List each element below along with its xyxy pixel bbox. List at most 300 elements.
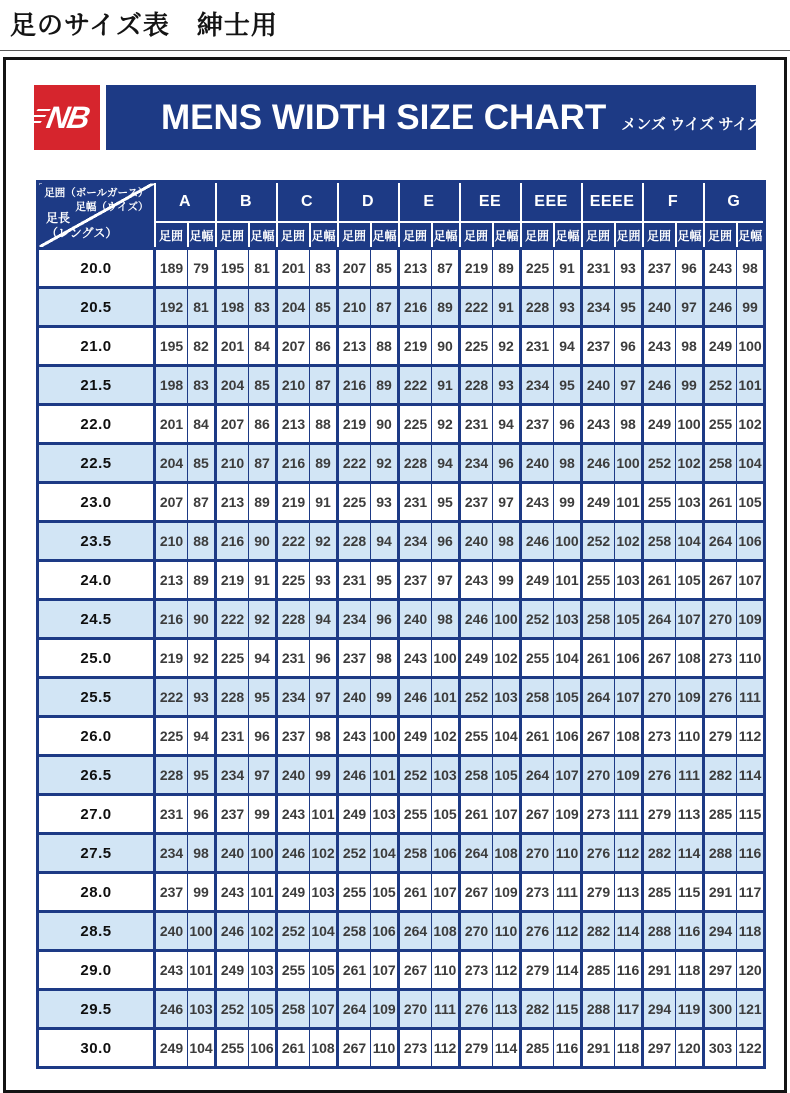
width-value: 92 xyxy=(310,522,338,561)
girth-value: 201 xyxy=(216,327,249,366)
width-value: 118 xyxy=(615,1029,643,1068)
girth-value: 246 xyxy=(582,444,615,483)
girth-value: 198 xyxy=(155,366,188,405)
width-value: 101 xyxy=(615,483,643,522)
width-value: 96 xyxy=(432,522,460,561)
width-value: 99 xyxy=(310,756,338,795)
girth-value: 258 xyxy=(704,444,737,483)
girth-value: 228 xyxy=(399,444,432,483)
girth-value: 240 xyxy=(582,366,615,405)
girth-value: 210 xyxy=(216,444,249,483)
girth-value: 252 xyxy=(643,444,676,483)
girth-value: 228 xyxy=(521,288,554,327)
width-value: 97 xyxy=(615,366,643,405)
subheader-width: 足幅 xyxy=(493,222,521,249)
width-value: 111 xyxy=(432,990,460,1029)
girth-value: 249 xyxy=(155,1029,188,1068)
width-value: 101 xyxy=(554,561,582,600)
girth-value: 249 xyxy=(643,405,676,444)
girth-value: 255 xyxy=(704,405,737,444)
girth-value: 225 xyxy=(277,561,310,600)
width-value: 110 xyxy=(493,912,521,951)
girth-value: 276 xyxy=(643,756,676,795)
width-value: 106 xyxy=(737,522,765,561)
girth-value: 249 xyxy=(704,327,737,366)
girth-value: 285 xyxy=(521,1029,554,1068)
width-value: 103 xyxy=(310,873,338,912)
girth-value: 237 xyxy=(155,873,188,912)
subheader-width: 足幅 xyxy=(554,222,582,249)
width-value: 103 xyxy=(554,600,582,639)
girth-value: 264 xyxy=(582,678,615,717)
width-col-header-F: F xyxy=(643,182,704,223)
girth-value: 261 xyxy=(704,483,737,522)
width-value: 106 xyxy=(615,639,643,678)
width-col-header-A: A xyxy=(155,182,216,223)
foot-length-cell: 21.5 xyxy=(38,366,155,405)
width-value: 101 xyxy=(188,951,216,990)
width-value: 111 xyxy=(615,795,643,834)
width-value: 116 xyxy=(554,1029,582,1068)
width-value: 113 xyxy=(676,795,704,834)
width-value: 104 xyxy=(310,912,338,951)
width-value: 102 xyxy=(432,717,460,756)
girth-value: 219 xyxy=(338,405,371,444)
width-value: 105 xyxy=(493,756,521,795)
girth-value: 225 xyxy=(521,249,554,288)
width-value: 101 xyxy=(310,795,338,834)
girth-value: 252 xyxy=(460,678,493,717)
width-value: 105 xyxy=(310,951,338,990)
foot-length-cell: 22.0 xyxy=(38,405,155,444)
width-value: 92 xyxy=(249,600,277,639)
width-value: 105 xyxy=(615,600,643,639)
girth-value: 249 xyxy=(399,717,432,756)
girth-value: 219 xyxy=(155,639,188,678)
width-value: 104 xyxy=(554,639,582,678)
width-value: 104 xyxy=(188,1029,216,1068)
width-value: 97 xyxy=(310,678,338,717)
girth-value: 267 xyxy=(399,951,432,990)
width-value: 92 xyxy=(371,444,399,483)
girth-value: 285 xyxy=(643,873,676,912)
width-col-header-EEEE: EEEE xyxy=(582,182,643,223)
width-value: 112 xyxy=(737,717,765,756)
girth-value: 249 xyxy=(582,483,615,522)
width-value: 108 xyxy=(676,639,704,678)
width-value: 100 xyxy=(737,327,765,366)
width-value: 114 xyxy=(615,912,643,951)
girth-value: 285 xyxy=(704,795,737,834)
girth-value: 255 xyxy=(216,1029,249,1068)
girth-value: 249 xyxy=(338,795,371,834)
girth-value: 210 xyxy=(155,522,188,561)
subheader-girth: 足囲 xyxy=(582,222,615,249)
width-value: 94 xyxy=(493,405,521,444)
width-value: 99 xyxy=(554,483,582,522)
girth-value: 258 xyxy=(521,678,554,717)
girth-value: 243 xyxy=(643,327,676,366)
girth-value: 192 xyxy=(155,288,188,327)
width-value: 81 xyxy=(249,249,277,288)
width-value: 106 xyxy=(249,1029,277,1068)
width-value: 84 xyxy=(188,405,216,444)
table-row xyxy=(38,1029,765,1068)
girth-value: 228 xyxy=(155,756,188,795)
girth-value: 273 xyxy=(460,951,493,990)
girth-value: 255 xyxy=(521,639,554,678)
width-col-header-EE: EE xyxy=(460,182,521,223)
width-value: 114 xyxy=(493,1029,521,1068)
width-col-header-E: E xyxy=(399,182,460,223)
width-value: 89 xyxy=(371,366,399,405)
width-value: 105 xyxy=(249,990,277,1029)
girth-value: 225 xyxy=(155,717,188,756)
subheader-girth: 足囲 xyxy=(277,222,310,249)
table-row xyxy=(38,600,765,639)
girth-value: 267 xyxy=(338,1029,371,1068)
girth-value: 270 xyxy=(399,990,432,1029)
girth-value: 246 xyxy=(338,756,371,795)
size-table-head xyxy=(38,182,765,249)
width-value: 94 xyxy=(249,639,277,678)
width-value: 107 xyxy=(371,951,399,990)
width-value: 85 xyxy=(249,366,277,405)
girth-value: 252 xyxy=(582,522,615,561)
girth-value: 222 xyxy=(277,522,310,561)
girth-value: 252 xyxy=(216,990,249,1029)
chart-banner xyxy=(106,85,778,150)
width-value: 90 xyxy=(188,600,216,639)
table-row xyxy=(38,327,765,366)
girth-value: 243 xyxy=(582,405,615,444)
width-value: 103 xyxy=(676,483,704,522)
subheader-girth: 足囲 xyxy=(155,222,188,249)
width-value: 102 xyxy=(310,834,338,873)
girth-value: 237 xyxy=(460,483,493,522)
girth-value: 243 xyxy=(277,795,310,834)
foot-length-cell: 25.5 xyxy=(38,678,155,717)
width-value: 115 xyxy=(737,795,765,834)
width-value: 98 xyxy=(676,327,704,366)
girth-value: 234 xyxy=(399,522,432,561)
nb-logo xyxy=(34,85,100,150)
girth-value: 231 xyxy=(338,561,371,600)
girth-value: 222 xyxy=(338,444,371,483)
girth-value: 210 xyxy=(277,366,310,405)
width-col-header-G: G xyxy=(704,182,765,223)
width-value: 122 xyxy=(737,1029,765,1068)
girth-value: 225 xyxy=(216,639,249,678)
girth-value: 258 xyxy=(582,600,615,639)
foot-length-cell: 24.0 xyxy=(38,561,155,600)
girth-value: 222 xyxy=(460,288,493,327)
width-value: 110 xyxy=(676,717,704,756)
width-value: 102 xyxy=(676,444,704,483)
foot-length-cell: 28.5 xyxy=(38,912,155,951)
width-value: 96 xyxy=(493,444,521,483)
girth-value: 243 xyxy=(155,951,188,990)
width-value: 85 xyxy=(188,444,216,483)
width-value: 120 xyxy=(737,951,765,990)
width-value: 111 xyxy=(676,756,704,795)
girth-value: 282 xyxy=(582,912,615,951)
width-value: 102 xyxy=(249,912,277,951)
girth-value: 219 xyxy=(460,249,493,288)
width-value: 92 xyxy=(432,405,460,444)
foot-length-cell: 20.5 xyxy=(38,288,155,327)
girth-value: 231 xyxy=(155,795,188,834)
width-value: 101 xyxy=(249,873,277,912)
foot-length-cell: 26.5 xyxy=(38,756,155,795)
girth-value: 219 xyxy=(216,561,249,600)
width-value: 118 xyxy=(676,951,704,990)
width-value: 107 xyxy=(554,756,582,795)
width-value: 83 xyxy=(310,249,338,288)
width-value: 95 xyxy=(554,366,582,405)
girth-value: 291 xyxy=(643,951,676,990)
width-value: 94 xyxy=(188,717,216,756)
girth-value: 225 xyxy=(460,327,493,366)
girth-value: 237 xyxy=(338,639,371,678)
width-value: 89 xyxy=(249,483,277,522)
girth-value: 243 xyxy=(399,639,432,678)
width-value: 114 xyxy=(554,951,582,990)
width-value: 91 xyxy=(310,483,338,522)
width-value: 99 xyxy=(188,873,216,912)
width-value: 90 xyxy=(432,327,460,366)
width-value: 119 xyxy=(676,990,704,1029)
width-value: 108 xyxy=(493,834,521,873)
girth-value: 225 xyxy=(399,405,432,444)
subheader-width: 足幅 xyxy=(188,222,216,249)
girth-value: 255 xyxy=(460,717,493,756)
width-value: 98 xyxy=(432,600,460,639)
width-value: 106 xyxy=(432,834,460,873)
width-value: 110 xyxy=(371,1029,399,1068)
width-value: 97 xyxy=(249,756,277,795)
foot-length-cell: 29.5 xyxy=(38,990,155,1029)
girth-value: 276 xyxy=(521,912,554,951)
width-value: 87 xyxy=(371,288,399,327)
width-value: 98 xyxy=(310,717,338,756)
width-value: 105 xyxy=(554,678,582,717)
girth-value: 291 xyxy=(704,873,737,912)
title-divider xyxy=(0,50,790,51)
girth-value: 264 xyxy=(643,600,676,639)
girth-value: 207 xyxy=(216,405,249,444)
width-value: 93 xyxy=(615,249,643,288)
girth-value: 240 xyxy=(277,756,310,795)
width-value: 93 xyxy=(310,561,338,600)
width-value: 110 xyxy=(432,951,460,990)
width-value: 96 xyxy=(188,795,216,834)
width-value: 110 xyxy=(737,639,765,678)
width-value: 94 xyxy=(432,444,460,483)
width-value: 89 xyxy=(493,249,521,288)
corner-cell xyxy=(38,182,155,249)
girth-value: 267 xyxy=(643,639,676,678)
width-value: 98 xyxy=(615,405,643,444)
width-value: 116 xyxy=(676,912,704,951)
girth-value: 216 xyxy=(338,366,371,405)
girth-value: 246 xyxy=(521,522,554,561)
table-row xyxy=(38,990,765,1029)
width-value: 100 xyxy=(493,600,521,639)
width-value: 111 xyxy=(737,678,765,717)
width-value: 87 xyxy=(310,366,338,405)
width-value: 101 xyxy=(737,366,765,405)
table-row xyxy=(38,834,765,873)
width-value: 104 xyxy=(371,834,399,873)
girth-value: 258 xyxy=(277,990,310,1029)
foot-length-cell: 26.0 xyxy=(38,717,155,756)
girth-value: 273 xyxy=(582,795,615,834)
girth-value: 282 xyxy=(643,834,676,873)
girth-value: 204 xyxy=(155,444,188,483)
girth-value: 279 xyxy=(460,1029,493,1068)
girth-value: 285 xyxy=(582,951,615,990)
girth-value: 267 xyxy=(582,717,615,756)
girth-value: 243 xyxy=(338,717,371,756)
foot-length-cell: 28.0 xyxy=(38,873,155,912)
girth-value: 261 xyxy=(582,639,615,678)
width-value: 116 xyxy=(615,951,643,990)
girth-value: 204 xyxy=(277,288,310,327)
width-value: 100 xyxy=(188,912,216,951)
girth-value: 255 xyxy=(399,795,432,834)
table-row xyxy=(38,405,765,444)
girth-value: 237 xyxy=(521,405,554,444)
girth-value: 261 xyxy=(460,795,493,834)
girth-value: 234 xyxy=(216,756,249,795)
girth-value: 267 xyxy=(704,561,737,600)
girth-value: 231 xyxy=(582,249,615,288)
width-value: 112 xyxy=(554,912,582,951)
girth-value: 258 xyxy=(460,756,493,795)
width-value: 94 xyxy=(371,522,399,561)
girth-value: 243 xyxy=(460,561,493,600)
width-value: 95 xyxy=(615,288,643,327)
foot-length-cell: 30.0 xyxy=(38,1029,155,1068)
girth-value: 258 xyxy=(643,522,676,561)
subheader-width: 足幅 xyxy=(432,222,460,249)
width-value: 109 xyxy=(676,678,704,717)
width-value: 108 xyxy=(432,912,460,951)
girth-value: 294 xyxy=(704,912,737,951)
girth-value: 264 xyxy=(399,912,432,951)
girth-value: 240 xyxy=(155,912,188,951)
girth-value: 228 xyxy=(216,678,249,717)
width-value: 104 xyxy=(493,717,521,756)
girth-value: 246 xyxy=(216,912,249,951)
width-value: 93 xyxy=(493,366,521,405)
width-value: 87 xyxy=(249,444,277,483)
foot-length-cell: 25.0 xyxy=(38,639,155,678)
width-value: 105 xyxy=(432,795,460,834)
width-value: 100 xyxy=(554,522,582,561)
girth-value: 195 xyxy=(155,327,188,366)
girth-value: 222 xyxy=(216,600,249,639)
girth-value: 261 xyxy=(521,717,554,756)
width-value: 103 xyxy=(615,561,643,600)
width-value: 105 xyxy=(371,873,399,912)
girth-value: 270 xyxy=(460,912,493,951)
foot-length-cell: 29.0 xyxy=(38,951,155,990)
girth-value: 282 xyxy=(704,756,737,795)
subheader-width: 足幅 xyxy=(371,222,399,249)
width-value: 94 xyxy=(310,600,338,639)
girth-value: 228 xyxy=(460,366,493,405)
width-value: 89 xyxy=(432,288,460,327)
girth-value: 237 xyxy=(277,717,310,756)
width-value: 99 xyxy=(676,366,704,405)
girth-value: 270 xyxy=(582,756,615,795)
girth-value: 252 xyxy=(521,600,554,639)
girth-value: 270 xyxy=(521,834,554,873)
width-value: 92 xyxy=(493,327,521,366)
width-value: 83 xyxy=(249,288,277,327)
width-value: 95 xyxy=(432,483,460,522)
page-title: 足のサイズ表 紳士用 xyxy=(10,10,278,40)
width-value: 107 xyxy=(737,561,765,600)
girth-value: 264 xyxy=(460,834,493,873)
girth-value: 243 xyxy=(521,483,554,522)
width-value: 84 xyxy=(249,327,277,366)
girth-value: 234 xyxy=(582,288,615,327)
girth-value: 303 xyxy=(704,1029,737,1068)
width-value: 96 xyxy=(371,600,399,639)
width-value: 82 xyxy=(188,327,216,366)
girth-value: 240 xyxy=(399,600,432,639)
width-value: 99 xyxy=(493,561,521,600)
width-header-row xyxy=(38,182,765,223)
width-value: 93 xyxy=(188,678,216,717)
nb-logo-letters: NB xyxy=(43,99,91,135)
width-value: 101 xyxy=(432,678,460,717)
subheader-width: 足囲 xyxy=(615,222,643,249)
girth-value: 213 xyxy=(277,405,310,444)
girth-value: 225 xyxy=(338,483,371,522)
width-value: 117 xyxy=(737,873,765,912)
girth-value: 255 xyxy=(643,483,676,522)
width-value: 86 xyxy=(249,405,277,444)
girth-value: 288 xyxy=(643,912,676,951)
girth-value: 231 xyxy=(460,405,493,444)
foot-length-cell: 23.0 xyxy=(38,483,155,522)
width-value: 120 xyxy=(676,1029,704,1068)
girth-value: 204 xyxy=(216,366,249,405)
girth-value: 228 xyxy=(277,600,310,639)
width-value: 103 xyxy=(188,990,216,1029)
girth-value: 261 xyxy=(277,1029,310,1068)
foot-length-cell: 27.0 xyxy=(38,795,155,834)
girth-value: 228 xyxy=(338,522,371,561)
girth-value: 201 xyxy=(155,405,188,444)
width-value: 113 xyxy=(493,990,521,1029)
banner-subtitle: メンズ ウイズ サイズ表 xyxy=(621,116,778,133)
girth-value: 237 xyxy=(643,249,676,288)
width-value: 96 xyxy=(310,639,338,678)
width-value: 99 xyxy=(737,288,765,327)
width-value: 88 xyxy=(310,405,338,444)
width-value: 114 xyxy=(676,834,704,873)
girth-value: 261 xyxy=(643,561,676,600)
width-value: 106 xyxy=(371,912,399,951)
width-value: 96 xyxy=(676,249,704,288)
width-value: 104 xyxy=(737,444,765,483)
girth-value: 240 xyxy=(460,522,493,561)
